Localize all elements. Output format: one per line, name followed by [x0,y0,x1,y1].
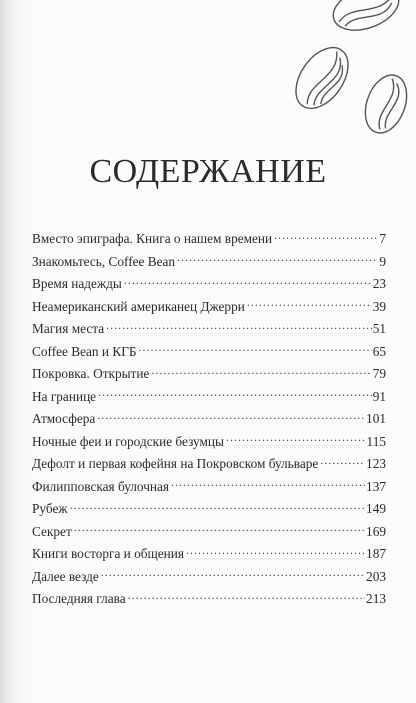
toc-entry-page: 137 [366,478,386,494]
toc-entry-title: Книги восторга и общения [32,546,185,561]
toc-entry-page: 79 [372,366,386,381]
toc-entry-title: Ночные феи и городские безумцы [32,433,224,449]
toc-entry-page: 123 [366,456,386,471]
toc-leader-dots [128,589,365,603]
toc-entry-page: 101 [366,411,386,426]
toc-entry-title: Coffee Bean и КГБ [32,343,137,359]
toc-entry-title: Покровка. Открытие [32,366,150,381]
toc-leader-dots [106,319,372,333]
toc-entry [32,476,386,499]
toc-leader-dots [124,274,372,288]
toc-leader-dots [226,432,366,446]
toc-entry-title: Далее везде [32,568,99,584]
toc-entry-page: 115 [366,433,386,449]
toc-entry-page: 23 [372,276,386,291]
toc-entry-page: 203 [366,568,386,584]
toc-entry-title: Знакомьтесь, Coffee Bean [32,253,176,269]
toc-entry-title: Время надежды [32,276,122,291]
toc-entry-page: 169 [366,523,386,539]
toc-entry-page: 9 [379,253,386,269]
table-of-contents [32,228,386,611]
toc-entry-title: Секрет [32,523,72,539]
toc-entry-title: На границе [32,388,97,404]
toc-leader-dots [101,567,365,581]
toc-entry [32,408,386,431]
toc-leader-dots [177,252,378,266]
toc-leader-dots [186,544,365,558]
toc-leader-dots [98,387,372,401]
toc-leader-dots [171,477,365,491]
toc-entry-page: 91 [372,388,386,404]
toc-entry [32,588,386,611]
toc-entry-title: Дефолт и первая кофейня на Покровском бульваре [32,456,319,471]
toc-entry [32,273,386,296]
coffee-beans-icon [266,0,416,150]
toc-entry-title: Филипповская булочная [32,478,170,494]
toc-entry [32,453,386,476]
toc-entry-page: 149 [366,501,386,516]
toc-leader-dots [139,342,372,356]
toc-entry [32,543,386,566]
toc-entry-title: Неамериканский американец Джерри [32,298,245,314]
toc-entry-title: Атмосфера [32,411,96,426]
toc-entry [32,251,386,274]
toc-entry-page: 213 [366,591,386,606]
toc-entry-page: 39 [372,298,386,314]
toc-entry [32,228,386,251]
toc-entry [32,566,386,589]
toc-entry [32,318,386,341]
toc-leader-dots [97,409,365,423]
toc-entry-page: 7 [379,231,386,246]
toc-entry [32,521,386,544]
toc-leader-dots [70,499,365,513]
toc-leader-dots [74,522,365,536]
toc-leader-dots [274,229,378,243]
toc-entry-title: Магия места [32,321,105,336]
toc-entry-title: Рубеж [32,501,68,516]
toc-leader-dots [247,297,372,311]
toc-entry-title: Вместо эпиграфа. Книга о нашем времени [32,231,273,246]
toc-entry [32,296,386,319]
toc-entry-page: 187 [366,546,386,561]
toc-leader-dots [320,454,365,468]
toc-entry [32,363,386,386]
toc-entry-title: Последняя глава [32,591,126,606]
page-title: СОДЕРЖАНИЕ [89,153,327,190]
toc-entry [32,498,386,521]
toc-leader-dots [151,364,371,378]
toc-entry [32,386,386,409]
toc-entry [32,341,386,364]
toc-entry-page: 65 [372,343,386,359]
toc-entry-page: 51 [372,321,386,336]
toc-entry [32,431,386,454]
